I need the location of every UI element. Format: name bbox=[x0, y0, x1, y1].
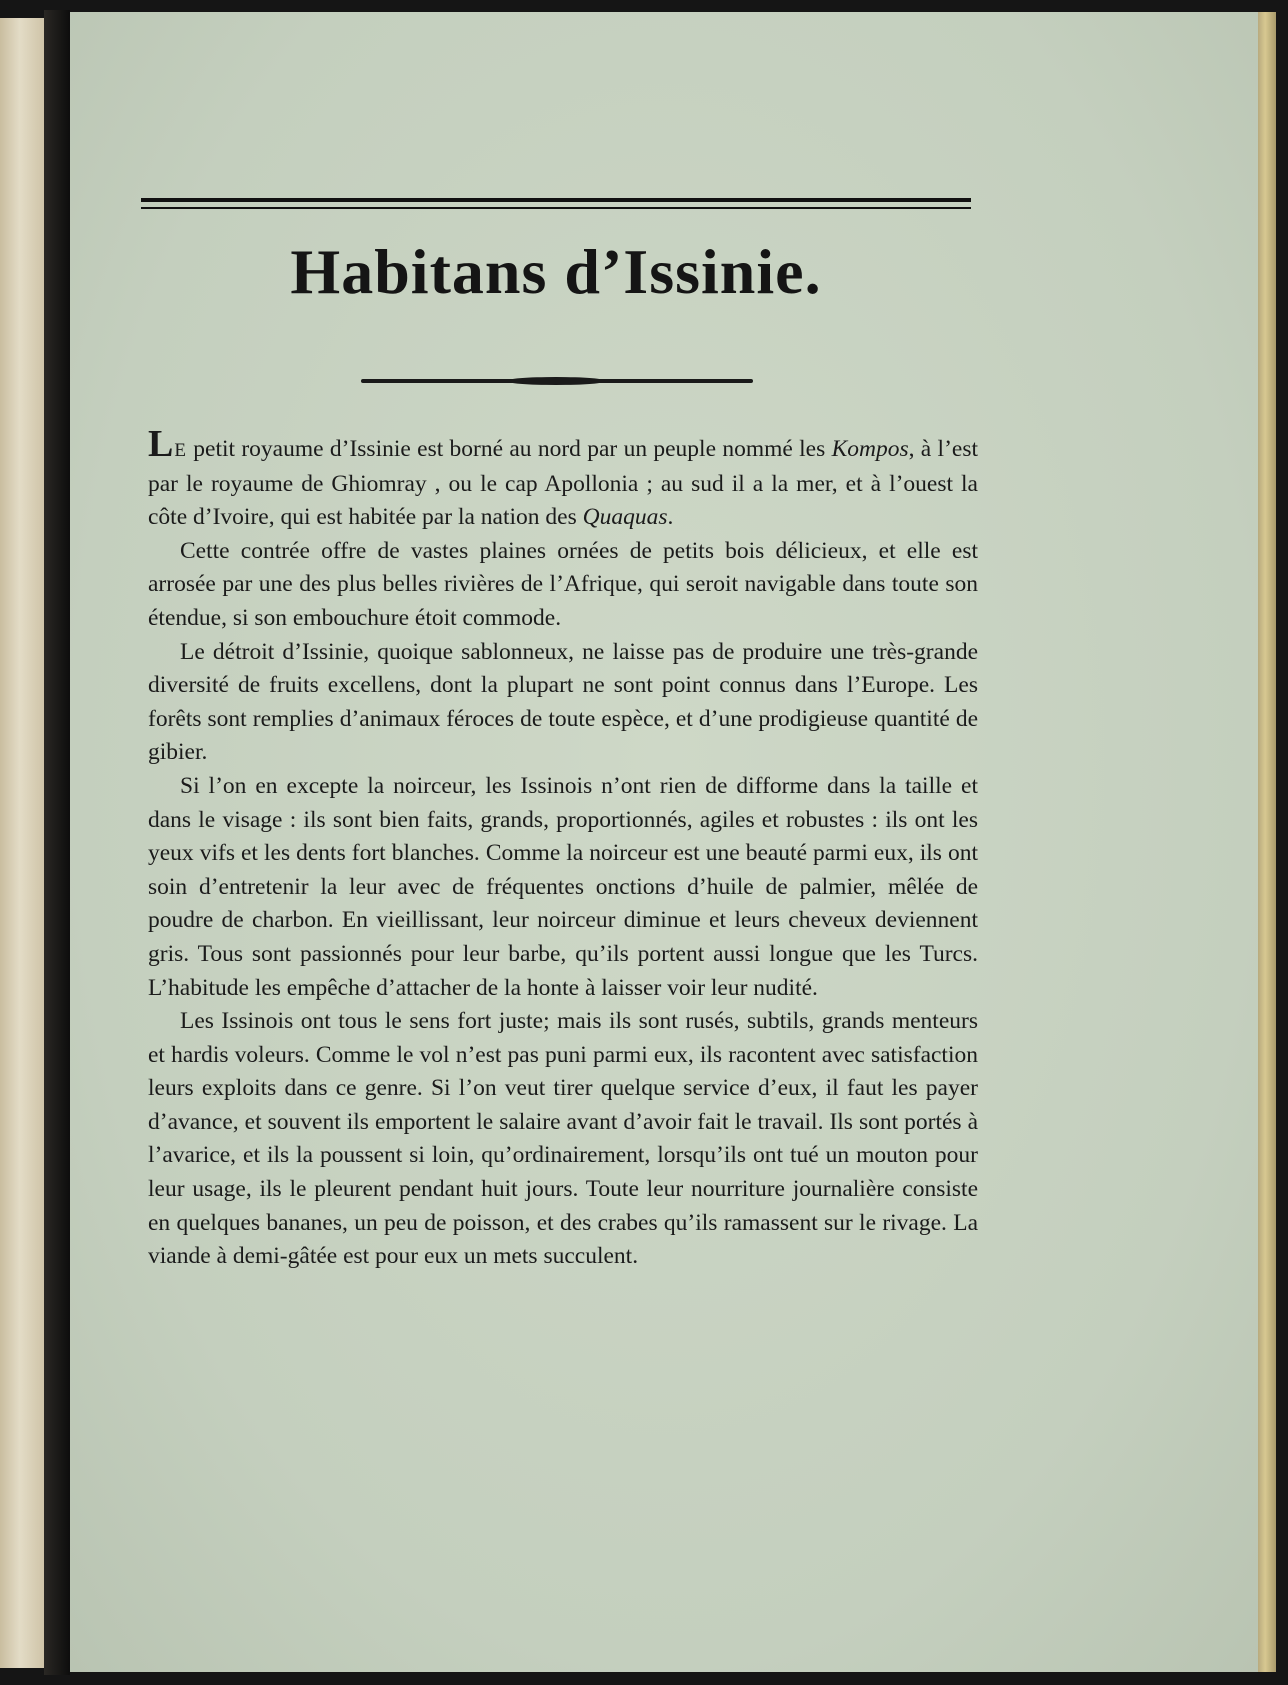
italic-term: Kompos bbox=[831, 436, 909, 462]
text-run: petit royaume d’Issinie est borné au nord par un peuple nommé les bbox=[186, 436, 832, 462]
text-run: Si l’on en excepte la noirceur, les Issinois n’ont rien de difforme dans la taille et dans le visage : ils sont bien faits, grands, proportionnés, agiles et robustes : ils ont les yeux vifs et les dents fort blanches. Comme la noirceur est une beauté parmi eux, ils ont soin d’entretenir la leur avec de fréquentes onctions d’huile de palmier, mêlée de poudre de charbon. En vieillissant, leur noirceur diminue et leurs cheveux deviennent gris. Tous sont passionnés pour leur barbe, qu’ils portent aussi longue que les Turcs. L’habitude les empêche d’attacher de la honte à laisser voir leur nudité. bbox=[148, 772, 978, 1001]
paragraph bbox=[148, 1005, 978, 1274]
title-ornament-rule bbox=[361, 379, 753, 383]
italic-term: Quaquas bbox=[582, 504, 668, 531]
header-rule-thick bbox=[141, 198, 971, 202]
text-run: Cette contrée offre de vastes plaines ornées de petits bois délicieux, et elle est arrosée par une des plus belles rivières de l’Afrique, qui seroit navigable dans toute son étendue, si son embouchure étoit commode. bbox=[148, 537, 978, 631]
page-stack-edge bbox=[1258, 12, 1276, 1672]
body-text bbox=[148, 425, 978, 1274]
text-run: , à l’est par le royaume de Ghiomray , ou le cap Apollonia ; au sud il a la mer, et à l’ouest la côte d’Ivoire, qui est habitée par la nation des bbox=[148, 436, 978, 531]
book-gutter bbox=[44, 10, 70, 1675]
text-run: Les Issinois ont tous le sens fort juste; mais ils sont rusés, subtils, grands menteurs et hardis voleurs. Comme le vol n’est pas puni parmi eux, ils racontent avec satisfaction leurs exploits dans ce genre. Si l’on veut tirer quelque service d’eux, il faut les payer d’avance, et souvent ils emportent le salaire avant d’avoir fait le travail. Ils sont portés à l’avarice, et ils la poussent si loin, qu’ordinairement, lorsqu’ils ont tué un mouton pour leur usage, ils le pleurent pendant huit jours. Toute leur nourriture journalière consiste en quelques bananes, un peu de poisson, et des crabes qu’ils ramassent sur le rivage. La viande à demi-gâtée est pour eux un mets succulent. bbox=[148, 1008, 978, 1270]
paragraph bbox=[148, 636, 978, 770]
previous-page-edge bbox=[0, 18, 46, 1668]
text-run: . bbox=[667, 504, 674, 531]
header-rule-thin bbox=[141, 207, 971, 209]
paragraph bbox=[148, 770, 978, 1005]
page-title: Habitans d’Issinie. bbox=[290, 236, 822, 307]
paragraph bbox=[148, 425, 978, 535]
small-cap: E bbox=[174, 440, 187, 461]
text-run: Le détroit d’Issinie, quoique sablonneux, ne laisse pas de produire une très-grande diversité de fruits excellens, dont la plupart ne sont point connus dans l’Europe. Les forêts sont remplies d’animaux féroces de toute espèce, et d’une prodigieuse quantité de gibier. bbox=[148, 638, 978, 766]
paragraph bbox=[148, 535, 978, 636]
drop-cap: L bbox=[148, 423, 175, 465]
